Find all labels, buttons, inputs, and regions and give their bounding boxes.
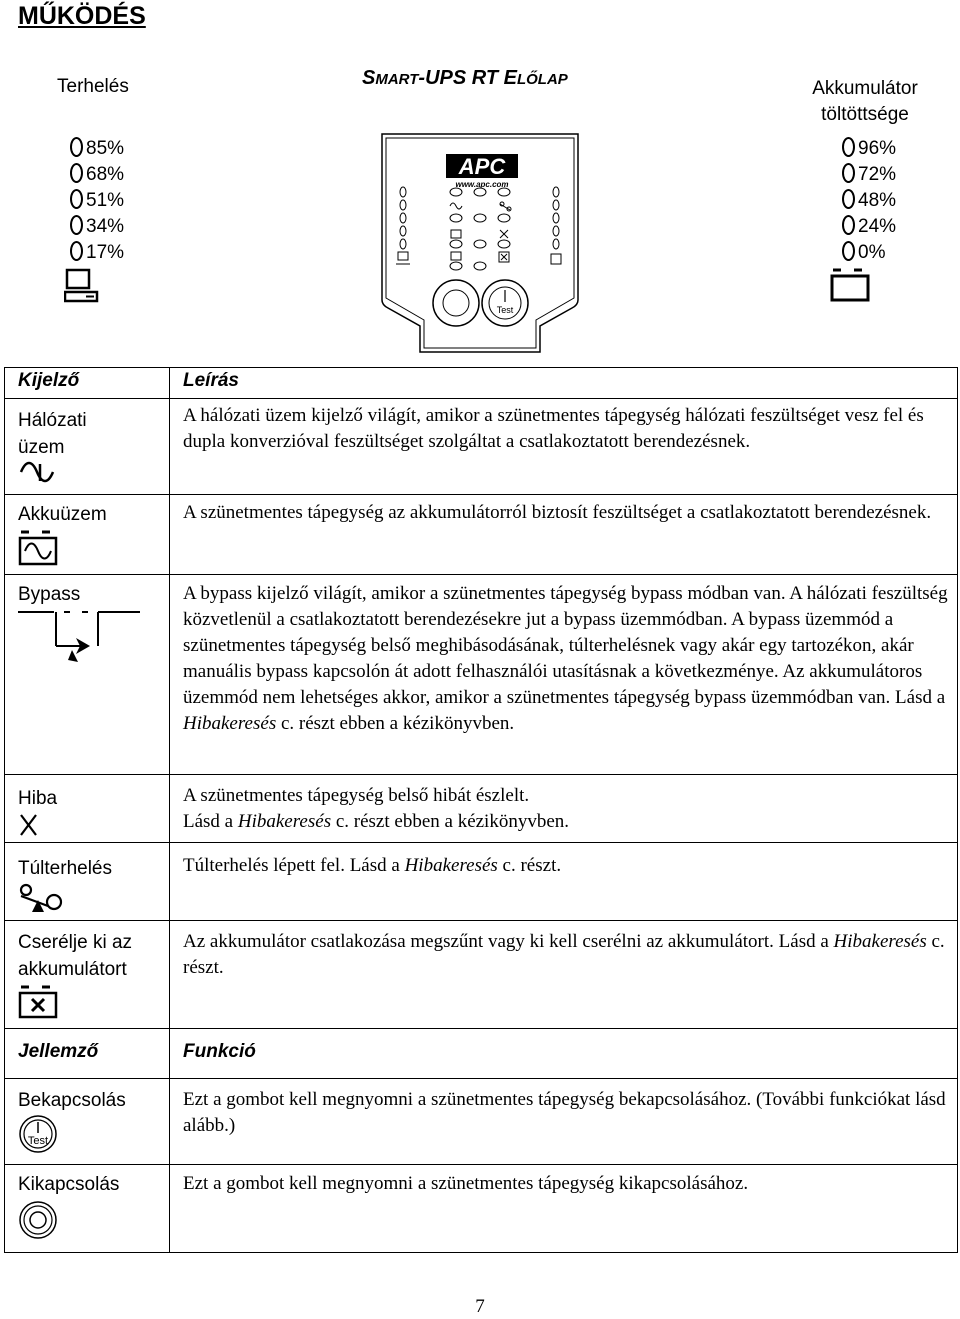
table-row: [5, 495, 958, 575]
troubleshooting-ref: Hibakeresés: [183, 713, 277, 734]
battery-level-96: [842, 136, 896, 162]
front-title-lolap: LŐLAP: [516, 71, 568, 88]
apc-logo: [446, 154, 518, 189]
test-label: Test: [496, 305, 514, 315]
status-leds: [450, 188, 511, 270]
function-description: Ezt a gombot kell megnyomni a szünetmentes tápegység bekapcsolásához. (További funkciókat lásd alább.): [183, 1089, 946, 1136]
indicator-label: Hálózati: [18, 410, 87, 431]
load-level-label: 51%: [86, 190, 125, 211]
battery-level-label: 24%: [858, 216, 897, 237]
feature-label: Bekapcsolás: [18, 1090, 126, 1111]
load-led-column: [396, 187, 410, 264]
description-line: A szünetmentes tápegység belső hibát észlelt.: [183, 785, 530, 806]
description-text: c. részt ebben a kézikönyvben.: [331, 811, 570, 832]
troubleshooting-ref: Hibakeresés: [404, 855, 498, 876]
front-panel-drawing: [372, 130, 588, 356]
description: [183, 581, 949, 737]
load-level-label: 85%: [86, 138, 125, 159]
battery-level-0: [842, 240, 885, 266]
description-text: Lásd a: [183, 811, 238, 832]
led-ring-icon: [70, 241, 83, 261]
battery-title-line1: Akkumulátor: [812, 78, 918, 99]
led-ring-icon: [842, 189, 855, 209]
page-number: 7: [475, 1296, 485, 1317]
indicator-label: Cserélje ki az: [18, 932, 133, 953]
indicator-table: [4, 367, 958, 1253]
function-header: Funkció: [183, 1041, 256, 1062]
front-title-ups: UPS RT: [425, 67, 504, 89]
indicator-label: Bypass: [18, 584, 81, 605]
feature-label: Kikapcsolás: [18, 1174, 120, 1195]
description-text: Túlterhelés lépett fel. Lásd a: [183, 855, 405, 876]
col1-header-cell: [5, 1029, 170, 1079]
table-row: [5, 921, 958, 1029]
battery-title-line2: töltöttsége: [821, 104, 909, 125]
power-on-test-button-icon: [18, 1114, 62, 1154]
load-title: Terhelés: [57, 76, 129, 97]
battery-level-label: 96%: [858, 138, 897, 159]
table-row: [5, 1165, 958, 1253]
led-ring-icon: [842, 137, 855, 157]
battery-level-48: [842, 188, 896, 214]
bypass-icon: [18, 608, 142, 668]
description-text: A bypass kijelző világít, amikor a szünetmentes tápegység bypass módban van. A hálózati feszültség közvetlenül a csatlakoztatott berendezésekre jut a bypass üzemmódban. A bypass üzemmód a szünetmentes tápegység belső meghibásodásának, túlterhelésnek vagy akár egy tartozékon, akár manuális bypass kapcsolón át adott felhasználói utasításnak a következménye. Az akkumulátoros üzemmód nem lehetséges akkor, amikor a szünetmentes tápegység bypass üzemmódban van. Lásd a: [183, 583, 948, 708]
load-level-51: [70, 188, 124, 214]
apc-url: www.apc.com: [455, 180, 509, 189]
battery-title: [795, 76, 935, 128]
led-ring-icon: [70, 189, 83, 209]
col1-header: Kijelző: [18, 370, 80, 391]
battery-sine-icon: [18, 528, 62, 568]
load-level-label: 68%: [86, 164, 125, 185]
description-line: [183, 809, 949, 835]
load-level-68: [70, 162, 124, 188]
load-level-label: 17%: [86, 242, 125, 263]
description-text: c. részt.: [183, 931, 945, 978]
front-panel-title: [362, 67, 568, 90]
battery-level-72: [842, 162, 896, 188]
indicator-label: Túlterhelés: [18, 858, 112, 879]
description: A hálózati üzem kijelző világít, amikor a szünetmentes tápegység hálózati feszültséget vesz fel és dupla konverzióval feszültséget szolgáltat a csatlakoztatott berendezésnek.: [183, 405, 924, 452]
troubleshooting-ref: Hibakeresés: [833, 931, 927, 952]
front-title-dash: -: [418, 67, 426, 89]
description-text: Az akkumulátor csatlakozása megszűnt vagy ki kell cserélni az akkumulátort. Lásd a: [183, 931, 834, 952]
feature-header: Jellemző: [18, 1041, 99, 1062]
power-off-button-icon: [18, 1198, 62, 1242]
led-ring-icon: [842, 163, 855, 183]
table-row: [5, 775, 958, 843]
off-button: [433, 280, 479, 326]
led-ring-icon: [842, 241, 855, 261]
indicator-label: akkumulátort: [18, 959, 127, 980]
computer-load-icon: [64, 268, 100, 304]
description: A szünetmentes tápegység az akkumulátorról biztosít feszültséget a csatlakoztatott berendezésnek.: [183, 502, 932, 523]
battery-level-24: [842, 214, 896, 240]
description-text: c. részt ebben a kézikönyvben.: [276, 713, 515, 734]
front-title-e: E: [503, 67, 517, 89]
battery-led-column: [551, 187, 561, 264]
troubleshooting-ref: Hibakeresés: [237, 811, 332, 832]
col2-header-cell: [170, 1029, 958, 1079]
table-row: [5, 843, 958, 921]
function-description: Ezt a gombot kell megnyomni a szünetmentes tápegység kikapcsolásához.: [183, 1173, 749, 1194]
load-level-label: 34%: [86, 216, 125, 237]
battery-level-label: 48%: [858, 190, 897, 211]
description: [183, 929, 949, 981]
test-label: Test: [27, 1135, 49, 1147]
col2-header-cell: [170, 368, 958, 399]
load-level-85: [70, 136, 124, 162]
front-title-s: S: [362, 67, 376, 89]
load-level-34: [70, 214, 124, 240]
led-ring-icon: [70, 215, 83, 235]
indicator-label: Akkuüzem: [18, 504, 107, 525]
table-row: [5, 1079, 958, 1165]
overload-icon: [18, 882, 68, 916]
replace-battery-icon: [18, 983, 62, 1019]
load-level-17: [70, 240, 124, 266]
page-heading: MŰKÖDÉS: [18, 2, 146, 30]
front-title-mart: MART: [375, 71, 419, 88]
indicator-label: üzem: [18, 437, 65, 458]
apc-logo-text: APC: [458, 154, 506, 179]
online-sine-icon: [18, 461, 58, 483]
led-ring-icon: [70, 163, 83, 183]
description: [183, 853, 949, 879]
fault-x-icon: [18, 812, 42, 838]
table-row: [5, 575, 958, 775]
on-test-button: [482, 280, 528, 326]
description-text: c. részt.: [497, 855, 562, 876]
indicator-label: Hiba: [18, 788, 58, 809]
battery-icon: [828, 266, 874, 304]
led-ring-icon: [842, 215, 855, 235]
table-row: [5, 399, 958, 495]
battery-level-label: 72%: [858, 164, 897, 185]
col1-header-cell: [5, 368, 170, 399]
battery-level-label: 0%: [858, 242, 886, 263]
led-ring-icon: [70, 137, 83, 157]
col2-header: Leírás: [183, 370, 239, 391]
